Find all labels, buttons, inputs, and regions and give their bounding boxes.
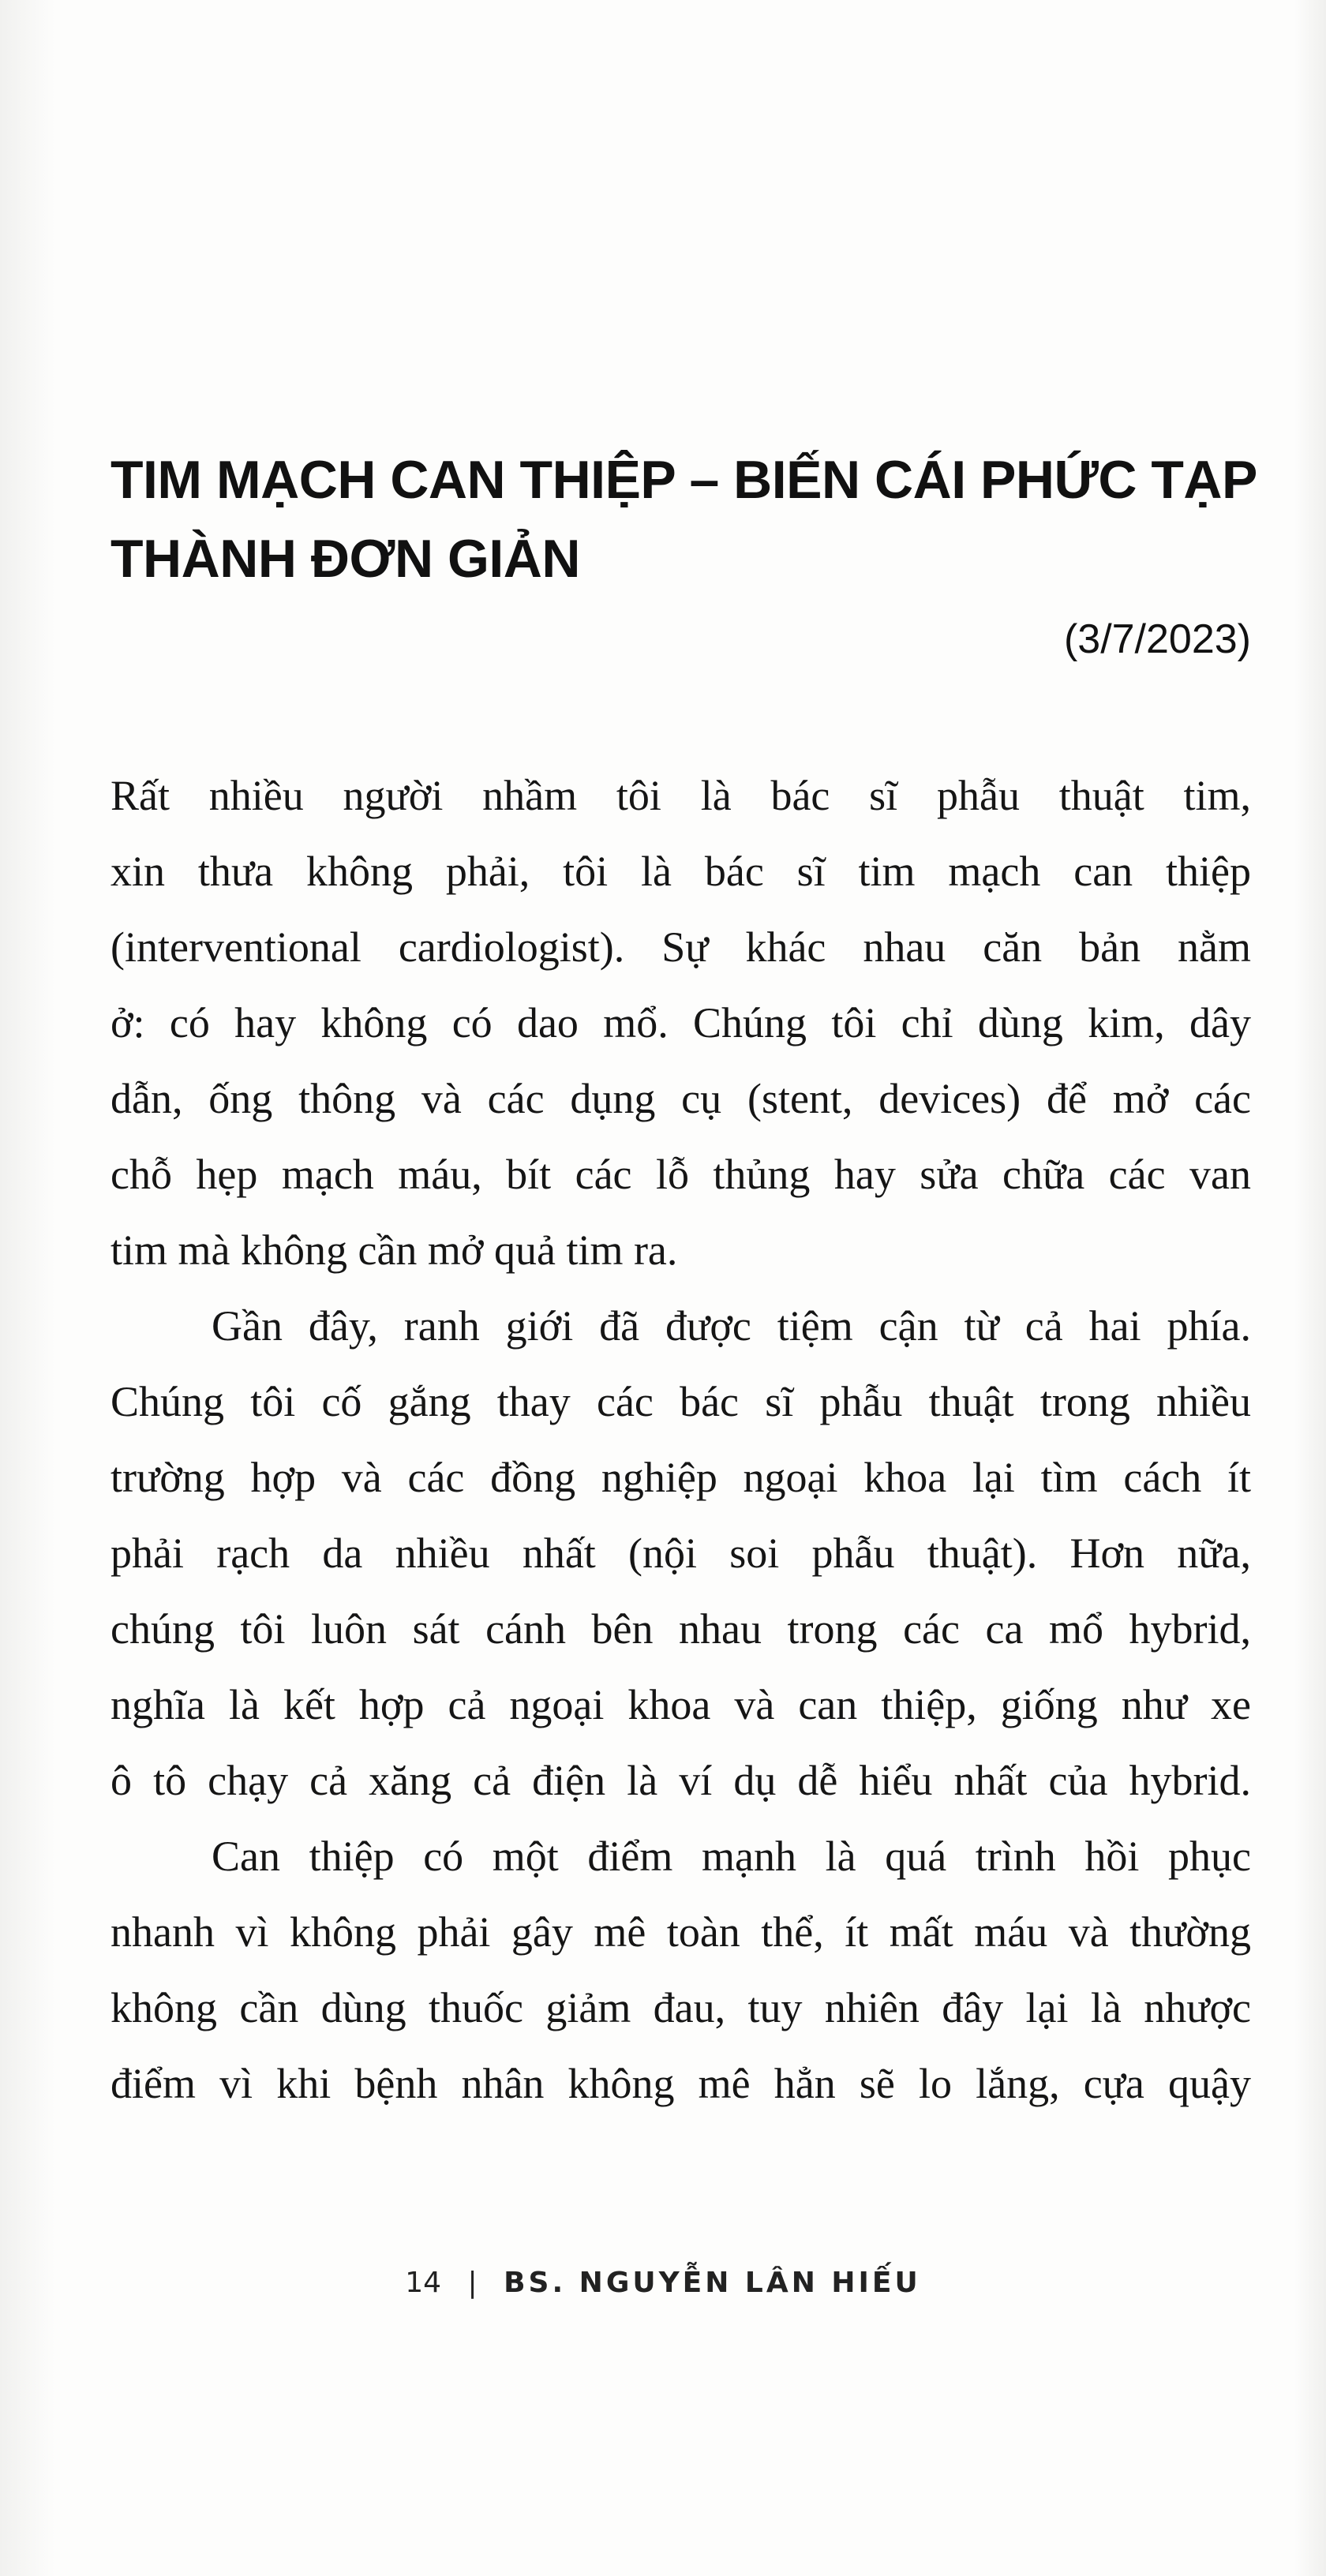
text-line: phải rạch da nhiều nhất (nội soi phẫu thuật). Hơn nữa, bbox=[110, 1530, 1251, 1577]
chapter-title bbox=[110, 440, 1255, 598]
text-line: nghĩa là kết hợp cả ngoại khoa và can thiệp, giống như xe bbox=[110, 1681, 1251, 1728]
text-line: ô tô chạy cả xăng cả điện là ví dụ dễ hiểu nhất của hybrid. bbox=[110, 1757, 1251, 1804]
text-line: xin thưa không phải, tôi là bác sĩ tim mạch can thiệp bbox=[110, 848, 1251, 895]
footer-separator: | bbox=[467, 2267, 478, 2299]
text-line: tim mà không cần mở quả tim ra. bbox=[110, 1226, 678, 1274]
page-footer bbox=[0, 2263, 1326, 2303]
page-left-shadow bbox=[0, 0, 55, 2576]
page-right-shadow bbox=[1294, 0, 1326, 2576]
text-line: nhanh vì không phải gây mê toàn thể, ít mất máu và thường bbox=[110, 1908, 1251, 1956]
page-number: 14 bbox=[405, 2267, 442, 2299]
author-name: BS. NGUYỄN LÂN HIẾU bbox=[504, 2267, 921, 2299]
text-line: điểm vì khi bệnh nhân không mê hẳn sẽ lo lắng, cựa quậy bbox=[110, 2060, 1251, 2107]
text-line: chúng tôi luôn sát cánh bên nhau trong các ca mổ hybrid, bbox=[110, 1605, 1251, 1653]
body-text bbox=[110, 758, 1251, 2121]
text-line: không cần dùng thuốc giảm đau, tuy nhiên đây lại là nhược bbox=[110, 1984, 1251, 2031]
text-line: Rất nhiều người nhầm tôi là bác sĩ phẫu thuật tim, bbox=[110, 772, 1251, 819]
chapter-date: (3/7/2023) bbox=[1063, 616, 1251, 662]
chapter-title-line: THÀNH ĐƠN GIẢN bbox=[110, 529, 580, 589]
text-line: trường hợp và các đồng nghiệp ngoại khoa lại tìm cách ít bbox=[110, 1454, 1251, 1501]
text-line: Chúng tôi cố gắng thay các bác sĩ phẫu thuật trong nhiều bbox=[110, 1378, 1251, 1425]
chapter-title-line: TIM MẠCH CAN THIỆP – BIẾN CÁI PHỨC TẠP bbox=[110, 450, 1257, 510]
text-line: (interventional cardiologist). Sự khác nhau căn bản nằm bbox=[110, 923, 1251, 971]
text-line: Can thiệp có một điểm mạnh là quá trình hồi phục bbox=[212, 1833, 1251, 1880]
text-line: dẫn, ống thông và các dụng cụ (stent, devices) để mở các bbox=[110, 1075, 1251, 1122]
text-line: Gần đây, ranh giới đã được tiệm cận từ cả hai phía. bbox=[212, 1302, 1251, 1350]
text-line: ở: có hay không có dao mổ. Chúng tôi chỉ dùng kim, dây bbox=[110, 999, 1251, 1046]
text-line: chỗ hẹp mạch máu, bít các lỗ thủng hay sửa chữa các van bbox=[110, 1151, 1251, 1198]
